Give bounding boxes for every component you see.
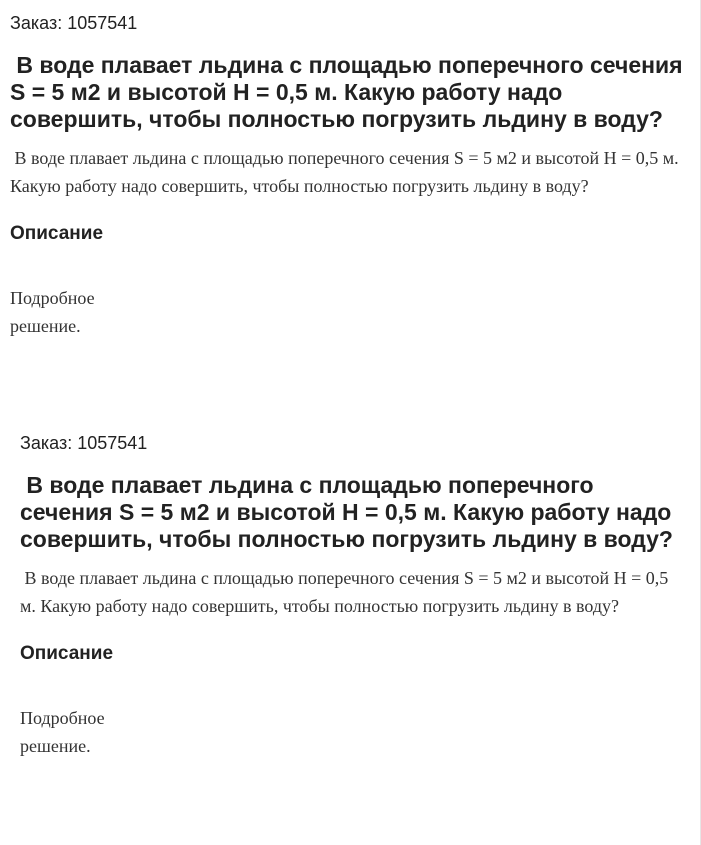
order-block-1 — [0, 0, 701, 340]
order-number: Заказ: 1057541 — [20, 433, 148, 453]
description-text: Подробное решение. — [10, 288, 95, 336]
problem-text: В воде плавает льдина с площадью поперечного сечения S = 5 м2 и высотой H = 0,5 м. Какую работу надо совершить, чтобы полностью погрузить льдину в воду? — [20, 568, 673, 616]
description-text: Подробное решение. — [20, 708, 105, 756]
order-number: Заказ: 1057541 — [10, 13, 138, 33]
problem-text: В воде плавает льдина с площадью поперечного сечения S = 5 м2 и высотой H = 0,5 м. Какую работу надо совершить, чтобы полностью погрузить льдину в воду? — [10, 148, 684, 196]
description-heading: Описание — [20, 643, 114, 664]
problem-title: В воде плавает льдина с площадью поперечного сечения S = 5 м2 и высотой H = 0,5 м. Какую работу надо совершить, чтобы полностью погрузить льдину в воду? — [10, 52, 689, 132]
problem-title: В воде плавает льдина с площадью поперечного сечения S = 5 м2 и высотой H = 0,5 м. Какую работу надо совершить, чтобы полностью погрузить льдину в воду? — [20, 472, 678, 552]
description-heading: Описание — [10, 223, 104, 244]
order-block-2 — [0, 420, 701, 760]
